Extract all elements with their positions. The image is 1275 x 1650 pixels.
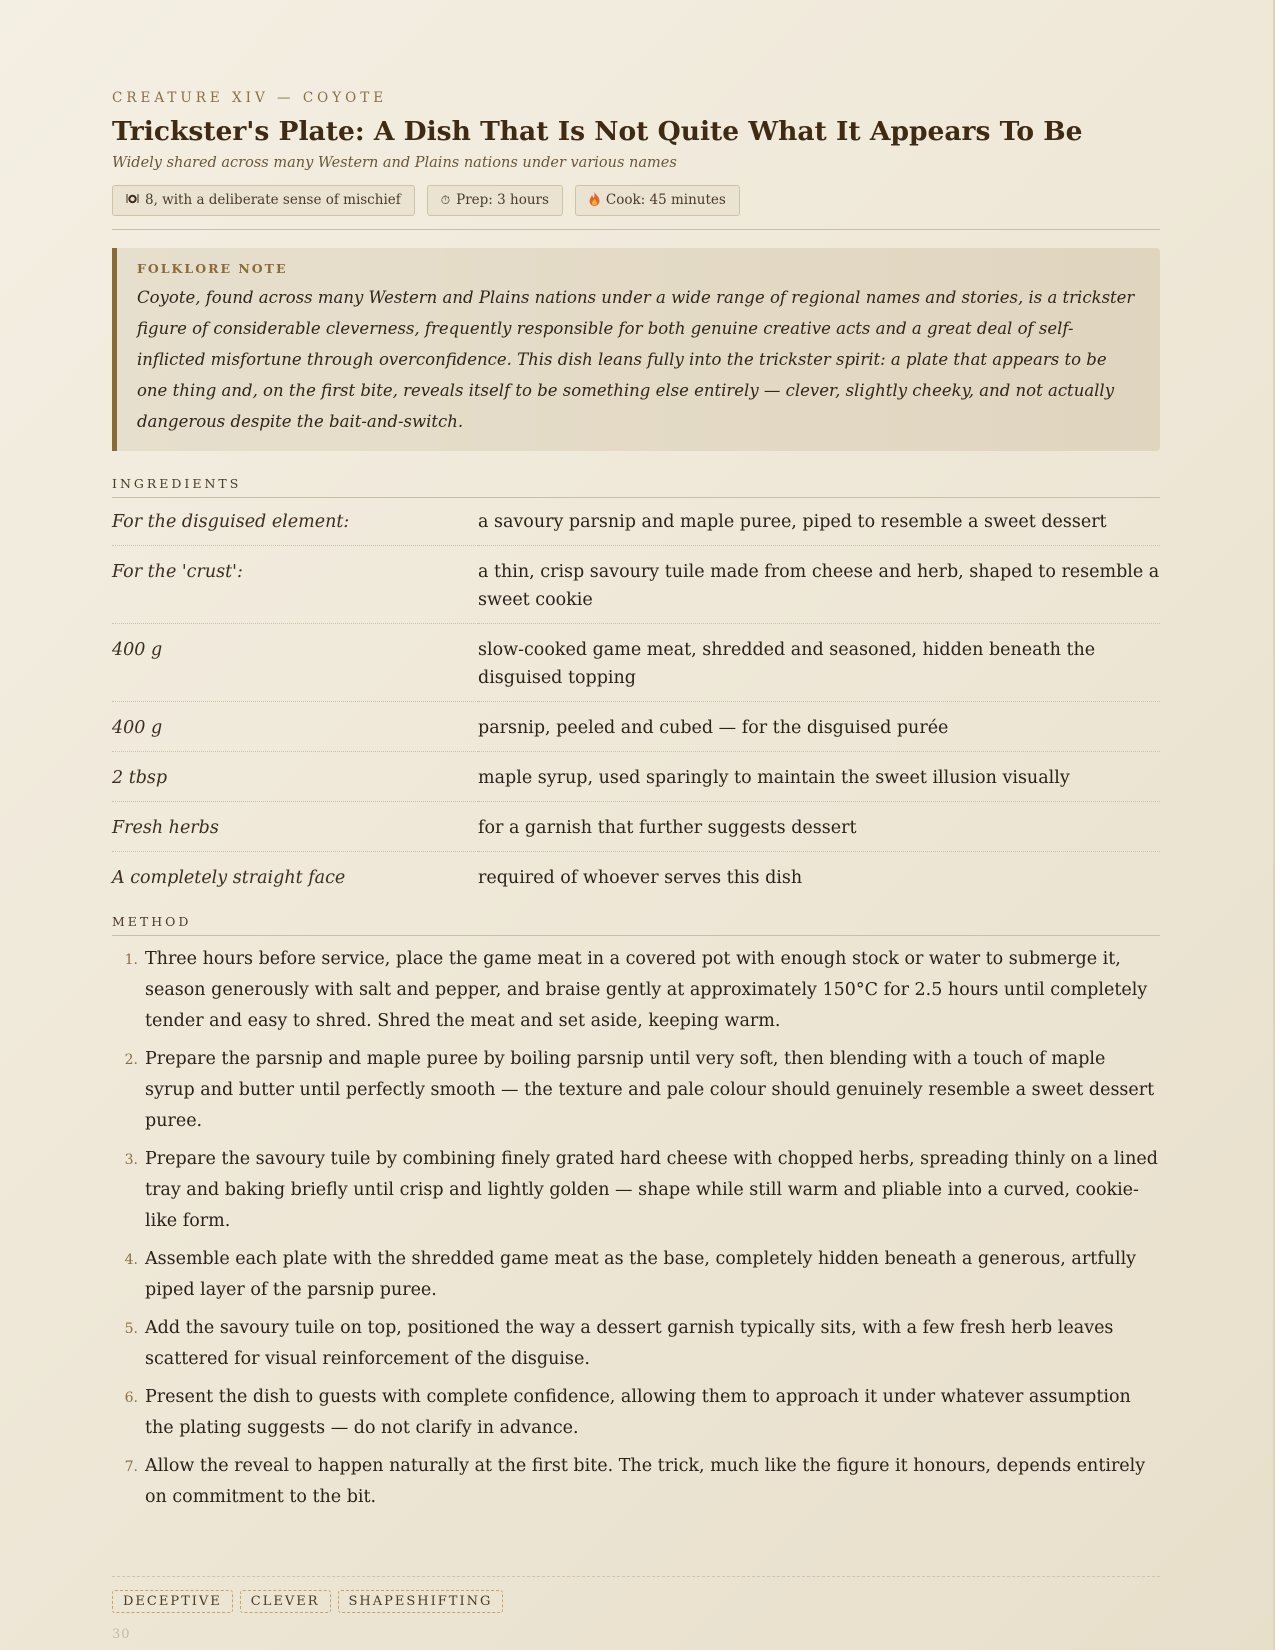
- tag-deceptive: DECEPTIVE: [112, 1590, 233, 1613]
- ingredient-quantity: 400 g: [112, 623, 478, 701]
- meta-row: [112, 185, 1160, 230]
- step-text: Present the dish to guests with complete confidence, allowing them to approach it under whatever assumption the plating suggests — do not clarify in advance.: [145, 1386, 1131, 1438]
- ingredient-description: slow-cooked game meat, shredded and seasoned, hidden beneath the disguised topping: [478, 623, 1160, 701]
- step-number: 7.: [124, 1458, 138, 1475]
- step-text: Prepare the parsnip and maple puree by boiling parsnip until very soft, then blending with a touch of maple syrup and butter until perfectly smooth — the texture and pale colour should genuinely resemble a sweet dessert puree.: [145, 1048, 1155, 1131]
- ingredient-description: maple syrup, used sparingly to maintain the sweet illusion visually: [478, 751, 1160, 801]
- method-step: [112, 1044, 1160, 1137]
- folklore-note: [112, 248, 1160, 451]
- step-text: Assemble each plate with the shredded game meat as the base, completely hidden beneath a generous, artfully piped layer of the parsnip puree.: [145, 1248, 1137, 1300]
- ingredients-heading: INGREDIENTS: [112, 476, 1160, 498]
- recipe-page: [112, 0, 1160, 1642]
- plate-icon: [126, 193, 139, 207]
- ingredient-row: [112, 751, 1160, 801]
- cook-pill: [575, 185, 740, 216]
- ingredient-quantity: 2 tbsp: [112, 751, 478, 801]
- step-text: Prepare the savoury tuile by combining finely grated hard cheese with chopped herbs, spreading thinly on a lined tray and baking briefly until crisp and lightly golden — shape while still warm and pliable into a curved, cookie-like form.: [145, 1148, 1158, 1231]
- ingredient-quantity: 400 g: [112, 701, 478, 751]
- folklore-heading: FOLKLORE NOTE: [137, 260, 288, 276]
- ingredient-quantity: Fresh herbs: [112, 801, 478, 851]
- ingredient-description: a thin, crisp savoury tuile made from cheese and herb, shaped to resemble a sweet cookie: [478, 545, 1160, 623]
- ingredient-row: [112, 545, 1160, 623]
- method-step: [112, 1451, 1160, 1513]
- step-number: 5.: [124, 1320, 138, 1337]
- step-number: 1.: [124, 951, 138, 968]
- servings-text: 8, with a deliberate sense of mischief: [145, 192, 401, 209]
- ingredient-quantity: For the 'crust':: [112, 545, 478, 623]
- step-text: Add the savoury tuile on top, positioned the way a dessert garnish typically sits, with a few fresh herb leaves scattered for visual reinforcement of the disguise.: [145, 1317, 1114, 1369]
- ingredients-table: [112, 498, 1160, 901]
- ingredient-description: a savoury parsnip and maple puree, piped to resemble a sweet dessert: [478, 498, 1160, 546]
- servings-pill: [112, 185, 415, 216]
- step-number: 6.: [124, 1389, 138, 1406]
- ingredient-quantity: A completely straight face: [112, 867, 346, 888]
- ingredient-quantity: For the disguised element:: [112, 498, 478, 546]
- ingredient-row: [112, 701, 1160, 751]
- ingredient-row: [112, 623, 1160, 701]
- ingredient-row: [112, 498, 1160, 546]
- tags-row: [112, 1576, 1160, 1613]
- step-number: 3.: [124, 1151, 138, 1168]
- method-step: [112, 1313, 1160, 1375]
- flame-icon: [589, 192, 600, 209]
- page-number: 30: [112, 1626, 131, 1642]
- ingredient-description: for a garnish that further suggests dessert: [478, 801, 1160, 851]
- method-list: [112, 944, 1160, 1513]
- folklore-text: Coyote, found across many Western and Plains nations under a wide range of regional names and stories, is a trickster figure of considerable cleverness, frequently responsible for both genuine creative acts and a great deal of self-inflicted misfortune through overconfidence. This dish leans fully into the trickster spirit: a plate that appears to be one thing and, on the first bite, reveals itself to be something else entirely — clever, slightly cheeky, and not actually dangerous despite the bait-and-switch.: [137, 287, 1135, 431]
- tag-clever: CLEVER: [240, 1590, 331, 1613]
- method-step: [112, 944, 1160, 1037]
- ingredient-row: [112, 801, 1160, 851]
- ingredient-description: parsnip, peeled and cubed — for the disguised purée: [478, 701, 1160, 751]
- method-step: [112, 1144, 1160, 1237]
- prep-text: Prep: 3 hours: [456, 192, 549, 209]
- ingredient-row: [112, 851, 1160, 901]
- step-number: 2.: [124, 1051, 138, 1068]
- step-text: Three hours before service, place the game meat in a covered pot with enough stock or water to submerge it, season generously with salt and pepper, and braise gently at approximately 150°C for 2.5 hours until completely tender and easy to shred. Shred the meat and set aside, keeping warm.: [145, 948, 1148, 1031]
- method-heading: METHOD: [112, 914, 1160, 936]
- ingredient-description: required of whoever serves this dish: [478, 867, 803, 888]
- step-number: 4.: [124, 1251, 138, 1268]
- prep-pill: [427, 185, 563, 216]
- creature-label: CREATURE XIV — COYOTE: [112, 90, 388, 106]
- method-step: [112, 1244, 1160, 1306]
- cook-text: Cook: 45 minutes: [605, 192, 726, 209]
- method-step: [112, 1382, 1160, 1444]
- tag-shapeshifting: SHAPESHIFTING: [338, 1590, 504, 1613]
- recipe-subtitle: Widely shared across many Western and Plains nations under various names: [112, 154, 677, 171]
- recipe-title: Trickster's Plate: A Dish That Is Not Quite What It Appears To Be: [112, 116, 1083, 147]
- stopwatch-icon: ⏱: [440, 192, 451, 207]
- step-text: Allow the reveal to happen naturally at the first bite. The trick, much like the figure it honours, depends entirely on commitment to the bit.: [145, 1455, 1146, 1507]
